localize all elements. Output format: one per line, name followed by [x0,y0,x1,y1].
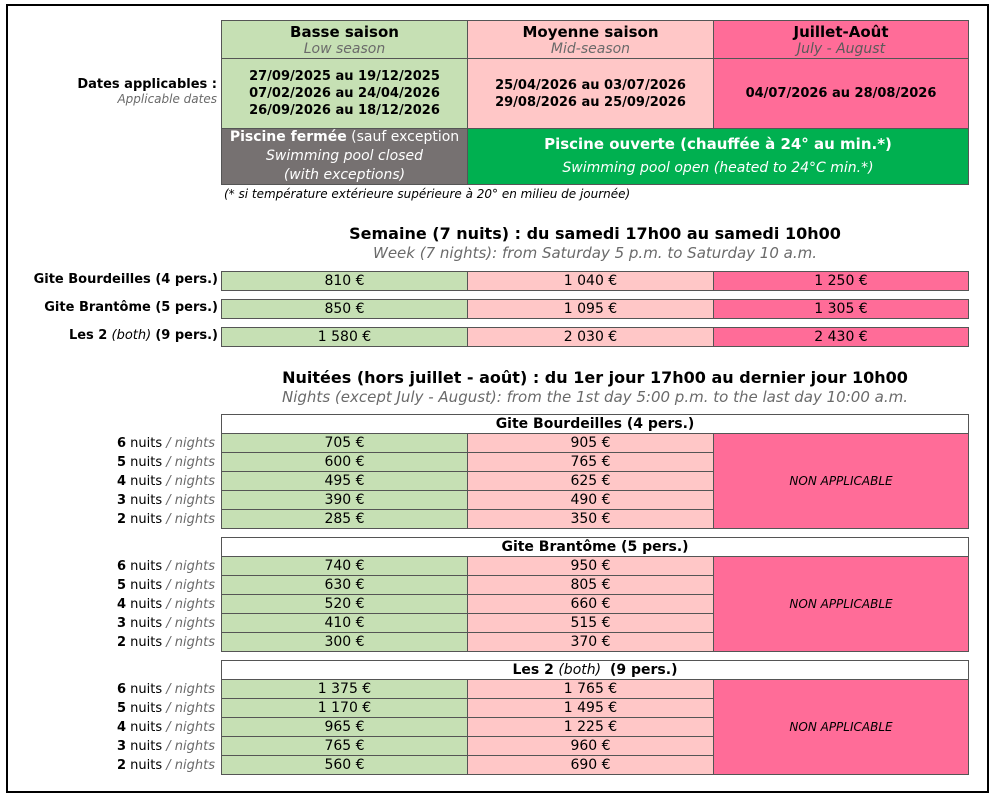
week-title-fr: Semaine (7 nuits) : du samedi 17h00 au samedi 10h00 [349,224,841,243]
nights-unit-fr: nuits [130,578,163,593]
nights-price-low: 390 € [221,490,468,510]
nights-unit-fr: nuits [130,682,163,697]
nights-unit-en: / nights [166,559,215,574]
nights-price-mid: 350 € [467,509,714,529]
nights-unit-fr: nuits [130,512,163,527]
dates-low [221,58,468,129]
nights-row-label [60,758,215,773]
nights-group-title-brantome: Gite Brantôme (5 pers.) [221,537,969,557]
week-price-bourdeilles-high: 1 250 € [713,271,969,291]
nights-price-low: 965 € [221,717,468,737]
nights-unit-fr: nuits [130,493,163,508]
nights-price-mid: 690 € [467,755,714,775]
pool-closed-en-2: (with exceptions) [283,167,406,183]
nights-count: 4 [116,597,127,612]
nights-price-mid: 625 € [467,471,714,491]
nights-count: 4 [116,720,127,735]
week-row-label-bourdeilles: Gite Bourdeilles (4 pers.) [33,272,218,287]
nights-unit-en: / nights [166,493,215,508]
nights-row-label [60,720,215,735]
season-mid-en: Mid-season [550,40,631,57]
nights-row-label [60,493,215,508]
dates-low-1: 27/09/2025 au 19/12/2025 [249,69,440,84]
nights-count: 2 [116,512,127,527]
nights-row-label [60,597,215,612]
nights-price-low: 705 € [221,433,468,453]
nights-price-mid: 960 € [467,736,714,756]
nights-price-low: 1 375 € [221,679,468,699]
nights-row-label [60,436,215,451]
nights-price-low: 285 € [221,509,468,529]
pool-closed-en-1: Swimming pool closed [266,148,423,164]
nights-unit-en: / nights [166,578,215,593]
nights-count: 5 [116,578,127,593]
dates-mid [467,58,714,129]
nights-unit-fr: nuits [130,559,163,574]
nights-unit-en: / nights [166,597,215,612]
nights-unit-en: / nights [166,701,215,716]
nights-count: 5 [116,701,127,716]
nights-unit-fr: nuits [130,616,163,631]
week-price-bourdeilles-mid: 1 040 € [467,271,714,291]
nights-unit-en: / nights [166,682,215,697]
dates-label-fr: Dates applicables : [77,77,217,92]
nights-row-label [60,739,215,754]
season-header-high [713,20,969,59]
nights-price-mid: 765 € [467,452,714,472]
nights-price-mid: 950 € [467,556,714,576]
nights-unit-fr: nuits [130,758,163,773]
week-price-brantome-mid: 1 095 € [467,299,714,319]
week-row-label-both [20,328,218,343]
not-applicable-brantome: NON APPLICABLE [713,556,969,652]
nights-count: 3 [116,493,127,508]
nights-price-mid: 515 € [467,613,714,633]
week-both-label-2: (9 pers.) [155,328,218,343]
week-price-brantome-high: 1 305 € [713,299,969,319]
nights-both-title-2: (9 pers.) [610,662,678,678]
nights-price-mid: 805 € [467,575,714,595]
not-applicable-bourdeilles: NON APPLICABLE [713,433,969,529]
nights-price-mid: 660 € [467,594,714,614]
dates-low-3: 26/09/2026 au 18/12/2026 [249,103,440,118]
nights-unit-fr: nuits [130,436,163,451]
dates-mid-2: 29/08/2026 au 25/09/2026 [495,94,686,110]
nights-price-mid: 490 € [467,490,714,510]
nights-unit-en: / nights [166,635,215,650]
season-header-low [221,20,468,59]
nights-unit-en: / nights [166,455,215,470]
nights-price-low: 560 € [221,755,468,775]
nights-unit-en: / nights [166,512,215,527]
week-price-brantome-low: 850 € [221,299,468,319]
dates-high [713,58,969,129]
pool-closed-fr-rest: (sauf exception [346,129,460,145]
nights-count: 5 [116,455,127,470]
week-row-label-brantome: Gite Brantôme (5 pers.) [44,300,218,315]
nights-unit-fr: nuits [130,739,163,754]
nights-unit-en: / nights [166,616,215,631]
season-mid-fr: Moyenne saison [522,22,659,41]
week-price-both-low: 1 580 € [221,327,468,347]
dates-label [20,77,217,106]
nights-price-low: 630 € [221,575,468,595]
nights-count: 3 [116,739,127,754]
week-price-bourdeilles-low: 810 € [221,271,468,291]
pool-open [467,128,969,185]
nights-price-mid: 1 495 € [467,698,714,718]
season-low-en: Low season [303,40,386,57]
nights-price-low: 410 € [221,613,468,633]
nights-unit-fr: nuits [130,635,163,650]
nights-price-mid: 1 765 € [467,679,714,699]
nights-unit-fr: nuits [130,474,163,489]
nights-title-fr: Nuitées (hors juillet - août) : du 1er jour 17h00 au dernier jour 10h00 [282,368,908,387]
nights-unit-fr: nuits [130,597,163,612]
nights-price-low: 765 € [221,736,468,756]
dates-low-2: 07/02/2026 au 24/04/2026 [249,86,440,101]
nights-count: 2 [116,635,127,650]
pool-footnote: (* si température extérieure supérieure à 20° en milieu de journée) [224,187,631,201]
season-low-fr: Basse saison [290,22,399,41]
week-price-both-high: 2 430 € [713,327,969,347]
nights-count: 4 [116,474,127,489]
nights-count: 3 [116,616,127,631]
nights-row-label [60,701,215,716]
nights-title-en: Nights (except July - August): from the 1st day 5:00 p.m. to the last day 10:00 a.m. [282,388,908,406]
nights-unit-en: / nights [166,720,215,735]
nights-group-title-both [221,660,969,680]
nights-price-low: 740 € [221,556,468,576]
nights-unit-en: / nights [166,739,215,754]
nights-row-label [60,616,215,631]
nights-price-low: 1 170 € [221,698,468,718]
nights-count: 6 [116,436,127,451]
nights-price-low: 300 € [221,632,468,652]
not-applicable-both: NON APPLICABLE [713,679,969,775]
nights-price-low: 600 € [221,452,468,472]
pool-open-en: Swimming pool open (heated to 24°C min.*) [562,159,874,176]
nights-group-title-bourdeilles: Gite Bourdeilles (4 pers.) [221,414,969,434]
nights-price-mid: 1 225 € [467,717,714,737]
nights-row-label [60,474,215,489]
season-header-mid [467,20,714,59]
nights-row-label [60,512,215,527]
nights-price-mid: 370 € [467,632,714,652]
nights-unit-en: / nights [166,436,215,451]
pool-open-fr: Piscine ouverte (chauffée à 24° au min.*) [544,134,892,153]
nights-price-low: 520 € [221,594,468,614]
nights-unit-fr: nuits [130,720,163,735]
week-both-label-1: Les 2 [68,328,108,343]
nights-both-title-1: Les 2 [512,662,554,678]
nights-row-label [60,559,215,574]
nights-count: 6 [116,682,127,697]
nights-unit-en: / nights [166,758,215,773]
nights-row-label [60,455,215,470]
dates-label-en: Applicable dates [117,92,217,106]
nights-price-mid: 905 € [467,433,714,453]
pool-closed-fr-bold: Piscine fermée [229,129,347,145]
nights-row-label [60,682,215,697]
nights-unit-fr: nuits [130,455,163,470]
week-both-label-italic: (both) [111,328,152,343]
nights-row-label [60,578,215,593]
nights-count: 6 [116,559,127,574]
nights-unit-en: / nights [166,474,215,489]
dates-high-1: 04/07/2026 au 28/08/2026 [745,86,937,101]
nights-both-title-italic: (both) [558,662,602,678]
dates-mid-1: 25/04/2026 au 03/07/2026 [495,77,686,93]
week-title-en: Week (7 nights): from Saturday 5 p.m. to Saturday 10 a.m. [372,244,817,262]
nights-count: 2 [116,758,127,773]
season-high-fr: Juillet-Août [793,22,889,41]
pool-closed [221,128,468,185]
nights-unit-fr: nuits [130,701,163,716]
week-price-both-mid: 2 030 € [467,327,714,347]
season-high-en: July - August [796,40,886,57]
nights-row-label [60,635,215,650]
nights-price-low: 495 € [221,471,468,491]
